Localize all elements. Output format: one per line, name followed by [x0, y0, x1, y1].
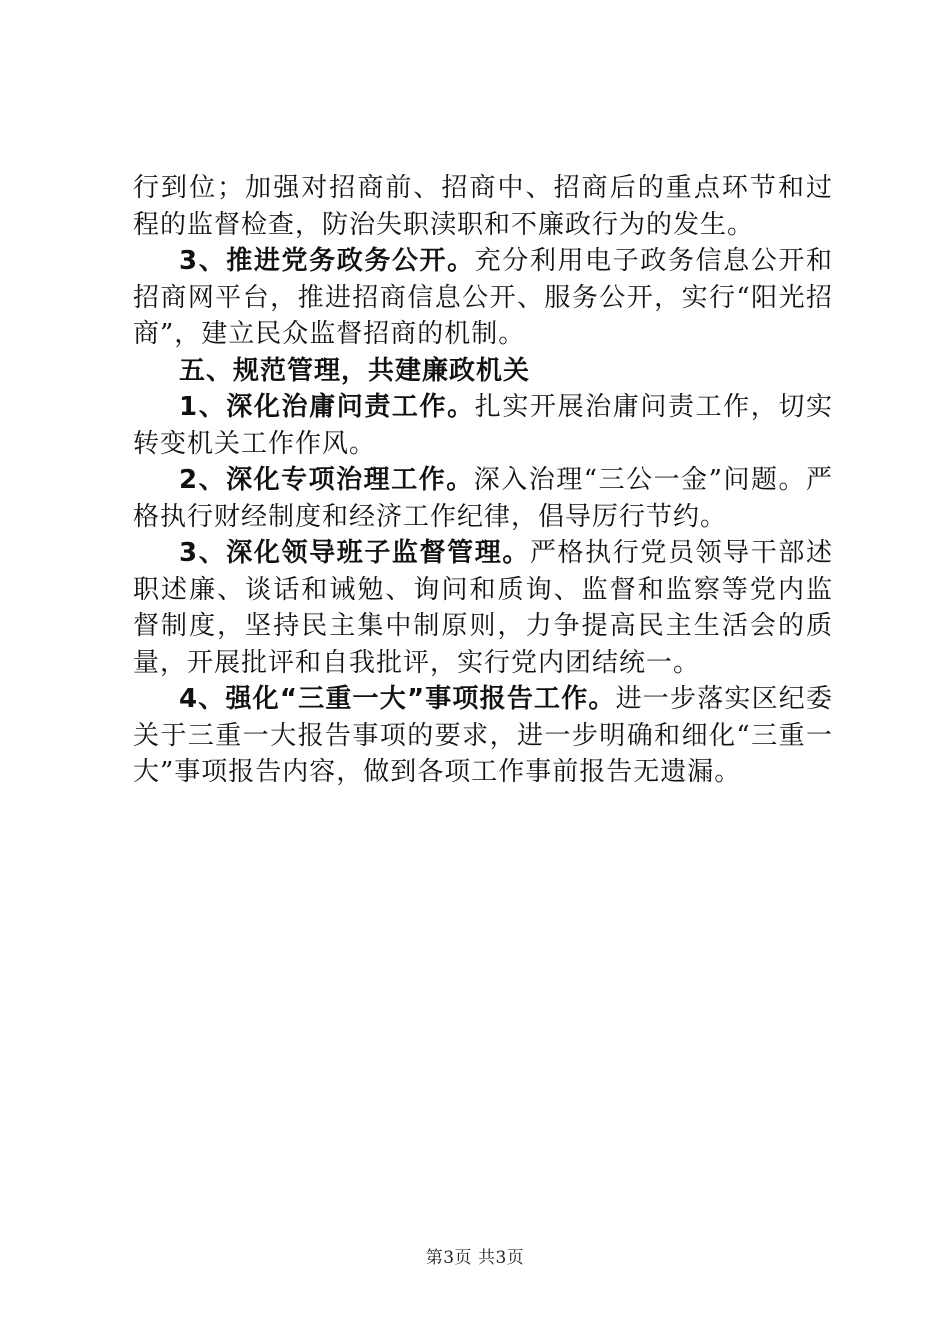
paragraph-text: 行到位；加强对招商前、招商中、招商后的重点环节和过程的监督检查，防治失职渎职和不廉政行为的发生。: [133, 173, 833, 240]
paragraph-item-4-major-matters-report: [133, 681, 833, 791]
paragraph-item-1-accountability: [133, 389, 833, 462]
paragraph-heading: 3、推进党务政务公开。: [179, 246, 475, 276]
paragraph-heading: 1、深化治庸问责工作。: [179, 392, 475, 422]
paragraph-continuation: [133, 170, 833, 243]
paragraph-text: 严格执行党员领导干部述职述廉、谈话和诫勉、询问和质询、监督和监察等党内监督制度，坚持民主集中制原则，力争提高民主生活会的质量，开展批评和自我批评，实行党内团结统一。: [133, 538, 833, 678]
page-number: 第3页 共3页: [425, 1248, 525, 1268]
paragraph-item-3-open-affairs: [133, 243, 833, 353]
page-footer: [0, 1243, 950, 1268]
paragraph-text: 充分利用电子政务信息公开和招商网平台，推进招商信息公开、服务公开，实行“阳光招商”，建立民众监督招商的机制。: [133, 246, 833, 349]
document-body: [133, 170, 833, 791]
paragraph-item-2-special-governance: [133, 462, 833, 535]
paragraph-text: 扎实开展治庸问责工作，切实转变机关工作作风。: [133, 392, 833, 459]
paragraph-heading: 4、强化“三重一大”事项报告工作。: [179, 684, 616, 714]
paragraph-text: 进一步落实区纪委关于三重一大报告事项的要求，进一步明确和细化“三重一大”事项报告内容，做到各项工作事前报告无遗漏。: [133, 684, 833, 787]
paragraph-item-3-leadership-supervision: [133, 535, 833, 681]
section-heading-text: 五、规范管理，共建廉政机关: [179, 355, 531, 386]
paragraph-heading: 2、深化专项治理工作。: [179, 465, 474, 495]
section-heading-five: [133, 353, 833, 390]
paragraph-heading: 3、深化领导班子监督管理。: [179, 538, 530, 568]
paragraph-text: 深入治理“三公一金”问题。严格执行财经制度和经济工作纪律，倡导厉行节约。: [133, 465, 833, 532]
